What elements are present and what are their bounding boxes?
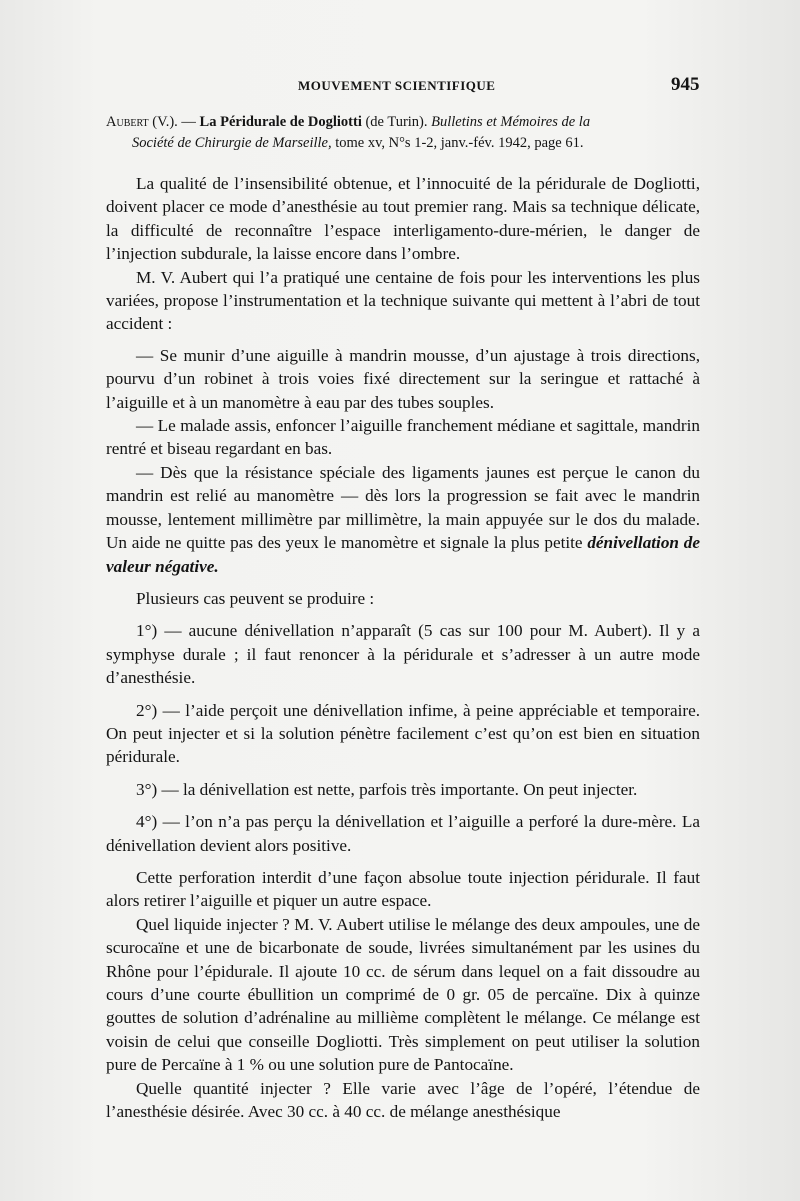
reference-dash: — [177,114,200,130]
reference-details: tome xv, N°s 1-2, janv.-fév. 1942, page 61. [331,135,584,151]
case-1: 1°) — aucune dénivellation n’apparaît (5 cas sur 100 pour M. Aubert). Il y a symphyse durale ; il faut renoncer à la péridurale et s’adresser à un autre mode d’anesthésie. [106,621,700,688]
case-4: 4°) — l’on n’a pas perçu la dénivellation et l’aiguille a perforé la dure-mère. La dénivellation devient alors positive. [106,812,700,855]
paragraph-liquid: Quel liquide injecter ? M. V. Aubert utilise le mélange des deux ampoules, une de scurocaïne et une de bicarbonate de soude, livrées simultanément par les usines du Rhône pour l’épidurale. Il ajoute 10 cc. de sérum dans lequel on a fait dissoudre au cours d’une courte ébullition un comprimé de 0 gr. 05 de percaïne. Dix à quinze gouttes de solution d’adrénaline au millième complètent le mélange. Ce mélange est voisin de celui que conseille Dogliotti. Très simplement on peut utiliser la solution pure de Percaïne à 1 % ou une solution pure de Pantocaïne. [106,914,700,1075]
reference-origin: (de Turin). [361,114,432,130]
step-manometer-text: — Dès que la résistance spéciale des ligaments jaunes est perçue le canon du mandrin est relié au manomètre — dès lors la progression se fait avec le mandrin mousse, lentement millimètre par millimètre, la main appuyée sur le dos du malade. Un aide ne quitte pas des yeux le manomètre et signale la plus petite [106,462,700,553]
reference-journal: Bulletins et Mémoires de la [431,114,591,130]
reference-journal-cont: Société de Chirurgie de Marseille, [132,135,332,151]
reference-author: Aubert (V.). [106,114,178,130]
article-body [106,172,700,1123]
paragraph-perforation: Cette perforation interdit d’une façon absolue toute injection péridurale. Il faut alors retirer l’aiguille et piquer un autre espace. [106,867,700,911]
bibliographic-reference [106,112,706,154]
paragraph-step-manometer [106,461,700,578]
paragraph-step-needle: — Se munir d’une aiguille à mandrin mousse, d’un ajustage à trois directions, pourvu d’un robinet à trois voies fixé directement sur la seringue et rattaché à l’aiguille et à un manomètre à eau par des tubes souples. [106,345,700,412]
running-header [0,74,800,98]
case-3: 3°) — la dénivellation est nette, parfois très importante. On peut injecter. [136,779,638,799]
paragraph-cases-intro: Plusieurs cas peuvent se produire : [136,588,375,608]
reference-title: La Péridurale de Dogliotti [199,114,362,130]
paragraph-aubert: M. V. Aubert qui l’a pratiqué une centaine de fois pour les interventions les plus variées, propose l’instrumentation et la technique suivante qui mettent à l’abri de tout accident : [106,267,700,334]
running-title: MOUVEMENT SCIENTIFIQUE [298,78,496,93]
paragraph-step-position: — Le malade assis, enfoncer l’aiguille franchement médiane et sagittale, mandrin rentré et biseau regardant en bas. [106,416,700,459]
page-number: 945 [671,74,700,95]
paragraph-quantity: Quelle quantité injecter ? Elle varie avec l’âge de l’opéré, l’étendue de l’anesthésie désirée. Avec 30 cc. à 40 cc. de mélange anesthésique [106,1078,700,1122]
paragraph-intro: La qualité de l’insensibilité obtenue, et l’innocuité de la péridurale de Dogliotti, doivent placer ce mode d’anesthésie au tout premier rang. Mais sa technique délicate, la difficulté de reconnaître l’espace interligamento-dure-mérien, le danger de l’injection subdurale, la laisse encore dans l’ombre. [106,174,700,264]
case-2: 2°) — l’aide perçoit une dénivellation infime, à peine appréciable et temporaire. On peut injecter et si la solution pénètre facilement c’est qu’on est bien en situation péridurale. [106,700,700,767]
emphasis-negative-value: dénivellation de valeur négative. [106,533,701,576]
